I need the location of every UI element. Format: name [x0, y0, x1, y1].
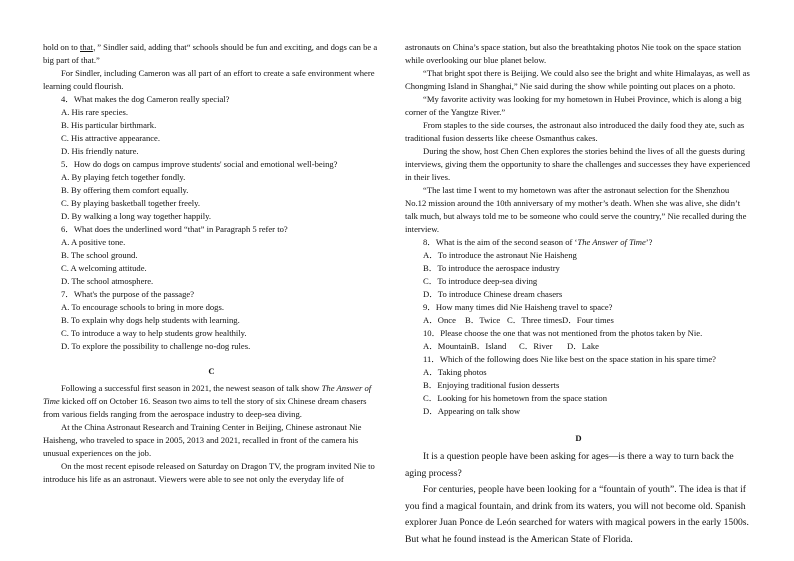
q9-option-c[interactable]: C．Three times	[507, 315, 563, 325]
right-column	[405, 41, 752, 548]
q4-option-d[interactable]: D. His friendly nature.	[61, 146, 139, 156]
q7-option-b[interactable]: B. To explain why dogs help students with learning.	[61, 315, 240, 325]
q9-options	[405, 314, 752, 327]
paragraph-r1: “That bright spot there is Beijing. We could also see the bright and white Himalayas, as well as Chongming Island in Shanghai,” Nie said during the show while pointing out places on a photo.	[405, 68, 750, 91]
q7-option-a[interactable]: A. To encourage schools to bring in more dogs.	[61, 302, 224, 312]
paragraph-r4: During the show, host Chen Chen explores the stories behind the lives of all the guests during interviews, giving them the opportunity to share the challenges and successes they have experienced in their lives.	[405, 146, 751, 182]
left-column	[43, 41, 380, 486]
q10-option-d[interactable]: D．Lake	[567, 341, 599, 351]
section-d-body	[405, 449, 752, 548]
q4-option-b[interactable]: B. His particular birthmark.	[61, 120, 157, 130]
question-9: 9．How many times did Nie Haisheng travel to space?	[423, 302, 613, 312]
paragraph-c2: At the China Astronaut Research and Training Center in Beijing, Chinese astronaut Nie Haisheng, who traveled to space in 2005, 2013 and 2021, recalled in front of the camera his unusual experiences on the job.	[43, 422, 362, 458]
q8-option-c[interactable]: C．To introduce deep-sea diving	[423, 276, 538, 286]
q11-option-c[interactable]: C．Looking for his hometown from the space station	[423, 393, 608, 403]
paragraph-r0: astronauts on China’s space station, but also the breathtaking photos Nie took on the space station while overlooking our blue planet below.	[405, 42, 742, 65]
paragraph-d1: It is a question people have been asking for ages—is there a way to turn back the aging process?	[405, 451, 734, 479]
question-8: 8．What is the aim of the second season of ‘The Answer of Time’?	[423, 237, 653, 247]
q5-option-d[interactable]: D. By walking a long way together happily.	[61, 211, 212, 221]
question-6: 6．What does the underlined word “that” in Paragraph 5 refer to?	[61, 224, 288, 234]
q10-option-c[interactable]: C．River	[519, 341, 553, 351]
question-10: 10．Please choose the one that was not mentioned from the photos taken by Nie.	[423, 328, 703, 338]
paragraph-c3: On the most recent episode released on Saturday on Dragon TV, the program invited Nie to introduce his life as an astronaut. Viewers were able to see not only the everyday life of	[43, 461, 375, 484]
show-title: The Answer of Time	[43, 383, 372, 406]
q5-option-b[interactable]: B. By offering them comfort equally.	[61, 185, 189, 195]
q7-option-c[interactable]: C. To introduce a way to help students grow healthily.	[61, 328, 247, 338]
q6-option-b[interactable]: B. The school ground.	[61, 250, 138, 260]
q8-option-b[interactable]: B．To introduce the aerospace industry	[423, 263, 560, 273]
paragraph-r2: “My favorite activity was looking for my hometown in Hubei Province, which is along a big corner of the Yangtze River.”	[405, 94, 742, 117]
q5-option-c[interactable]: C. By playing basketball together freely.	[61, 198, 201, 208]
q8-option-a[interactable]: A．To introduce the astronaut Nie Haisheng	[423, 250, 577, 260]
q10-option-a[interactable]: A．Mountain	[423, 341, 472, 351]
underlined-word-that: that	[80, 42, 93, 52]
question-11: 11．Which of the following does Nie like best on the space station in his spare time?	[423, 354, 716, 364]
q8-option-d[interactable]: D．To introduce Chinese dream chasers	[423, 289, 563, 299]
q9-option-a[interactable]: A．Once	[423, 315, 456, 325]
q7-option-d[interactable]: D. To explore the possibility to challenge no-dog rules.	[61, 341, 251, 351]
q6-option-a[interactable]: A. A positive tone.	[61, 237, 126, 247]
q4-option-c[interactable]: C. His attractive appearance.	[61, 133, 161, 143]
q11-option-d[interactable]: D．Appearing on talk show	[423, 406, 521, 416]
section-d-heading: D	[575, 433, 582, 443]
q5-option-a[interactable]: A. By playing fetch together fondly.	[61, 172, 186, 182]
paragraph-c1: Following a successful first season in 2021, the newest season of talk show The Answer of Time kicked off on October 16. Season two aims to tell the story of six Chinese dream chasers from various fields ranging from the aerospace industry to deep-sea diving.	[43, 383, 372, 419]
q4-option-a[interactable]: A. His rare species.	[61, 107, 129, 117]
q9-option-d[interactable]: D．Four times	[562, 315, 614, 325]
q6-option-c[interactable]: C. A welcoming attitude.	[61, 263, 147, 273]
q9-option-b[interactable]: B．Twice	[465, 315, 501, 325]
question-7: 7．What's the purpose of the passage?	[61, 289, 195, 299]
paragraph-r3: From staples to the side courses, the astronaut also introduced the daily food they ate, such as traditional fusion desserts like cheese Osmanthus cakes.	[405, 120, 745, 143]
paragraph-d2: For centuries, people have been looking for a “fountain of youth”. The idea is that if you find a magical fountain, and drink from its waters, you will not become old. Spanish explorer Juan Ponce de León searched for waters with magical powers in the early 1500s. But what he found instead is the American State of Florida.	[405, 484, 749, 545]
q10-options	[405, 340, 752, 353]
q10-option-b[interactable]: B．Island	[471, 341, 507, 351]
q11-option-a[interactable]: A．Taking photos	[423, 367, 487, 377]
section-c-heading: C	[208, 366, 215, 376]
paragraph-sindler: For Sindler, including Cameron was all part of an effort to create a safe environment where learning could flourish.	[43, 68, 375, 91]
show-title-q8: The Answer of Time	[577, 237, 646, 247]
question-5: 5．How do dogs on campus improve students' social and emotional well-being?	[61, 159, 338, 169]
q11-option-b[interactable]: B．Enjoying traditional fusion desserts	[423, 380, 560, 390]
q6-option-d[interactable]: D. The school atmosphere.	[61, 276, 154, 286]
paragraph-r5: “The last time I went to my hometown was after the astronaut selection for the Shenzhou No.12 mission around the 10th anniversary of my mother’s death. When she was alive, she didn’t talk much, but always told me to be someone who could serve the country,” Nie recalled during the interview.	[405, 185, 747, 234]
paragraph-intro: hold on to that，” Sindler said, adding that“ schools should be fun and exciting, and dogs can be a big part of that.”	[43, 42, 378, 65]
question-4: 4．What makes the dog Cameron really special?	[61, 94, 230, 104]
